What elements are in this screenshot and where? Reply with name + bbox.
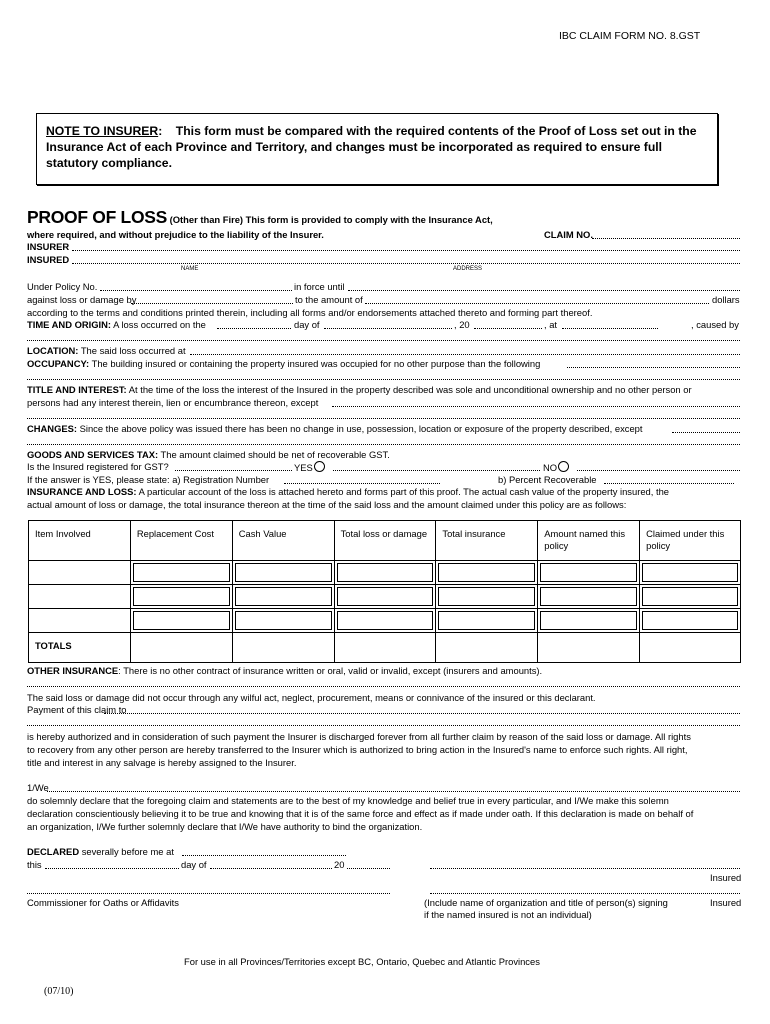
table-input[interactable] [438,563,535,582]
loss-month-field[interactable] [324,328,452,329]
table-cell [334,585,436,609]
table-input[interactable] [235,611,332,630]
according-text: according to the terms and conditions printed therein, including all forms and/or endorsements attached thereto and forming part thereof. [27,307,593,318]
location-text: The said loss occurred at [80,345,186,356]
include-text-1: (Include name of organization and title of person(s) signing [424,897,668,908]
changes-label: CHANGES: [27,423,78,434]
declared-year-field[interactable] [347,868,390,869]
declared-day-field[interactable] [45,868,179,869]
table-input[interactable] [642,611,738,630]
title-interest-text1: At the time of the loss the interest of the Insured in the property described was sole and unconditional ownership and no other person or [128,384,692,395]
year-prefix: , 20 [454,319,470,330]
form-title: PROOF OF LOSS [27,207,167,227]
address-caption: ADDRESS [453,266,483,272]
occupancy-row [27,358,540,369]
interest-exception-field-2[interactable] [27,418,740,419]
insurance-loss-label: INSURANCE AND LOSS: [27,486,137,497]
table-input[interactable] [133,611,230,630]
time-origin-label: TIME AND ORIGIN: [27,319,112,330]
day-of-label: day of [294,319,320,330]
totals-cell[interactable] [436,633,538,663]
table-input[interactable] [133,563,230,582]
table-cell [640,561,741,585]
table-cell [436,561,538,585]
totals-cell[interactable] [130,633,232,663]
table-input[interactable] [337,587,434,606]
insured-label-2: Insured [710,897,742,908]
gst-percent-label: b) Percent Recoverable [498,474,597,485]
sig-day-of-label: day of [181,859,207,870]
table-cell [538,561,640,585]
column-header: Total insurance [436,521,538,561]
table-cell [130,585,232,609]
totals-cell[interactable] [640,633,741,663]
totals-cell[interactable] [232,633,334,663]
table-cell[interactable] [29,585,131,609]
gst-yes-label: YES [294,462,313,473]
totals-label: TOTALS [29,633,131,663]
table-cell [436,609,538,633]
gst-registered-gap [175,470,292,471]
table-row [29,609,741,633]
authorized-text-3: title and interest in any salvage is hereby assigned to the Insurer. [27,757,297,768]
totals-cell[interactable] [538,633,640,663]
gst-registration-field[interactable] [284,483,440,484]
table-row [29,561,741,585]
changes-field[interactable] [672,432,740,433]
table-input[interactable] [438,587,535,606]
table-input[interactable] [540,611,637,630]
table-cell [640,609,741,633]
insured-signature-field-2[interactable] [430,893,740,894]
loss-time-field[interactable] [562,328,658,329]
solemn-text-3: an organization, I/We further solemnly declare that I/We have authority to bind the organization. [27,821,423,832]
table-cell [232,609,334,633]
table-input[interactable] [133,587,230,606]
gst-yes-checkbox[interactable] [314,461,325,472]
under-policy-label: Under Policy No. [27,281,98,292]
gst-yes-group [294,461,326,473]
insured-field[interactable] [72,263,740,264]
table-cell [334,609,436,633]
location-label: LOCATION: [27,345,79,356]
loss-year-field[interactable] [474,328,542,329]
gst-if-yes-label: If the answer is YES, please state: a) Registration Number [27,474,270,485]
other-insurance-text: : There is no other contract of insurance written or oral, valid or invalid, except (insurers and amounts). [118,665,543,676]
against-loss-label: against loss or damage by [27,294,137,305]
insured-signature-field-1[interactable] [430,868,740,869]
table-input[interactable] [642,563,738,582]
insured-label-1: Insured [710,872,742,883]
loss-table [28,520,741,663]
note-colon: : [158,124,163,138]
gst-no-gap [577,470,740,471]
table-header-row [29,521,741,561]
iwe-label: 1/We [27,782,49,793]
table-input[interactable] [337,611,434,630]
policy-number-field[interactable] [100,290,292,291]
table-cell [538,609,640,633]
form-title-row [27,207,493,228]
title-interest-row [27,384,692,395]
column-header: Item Involved [29,521,131,561]
totals-row [29,633,741,663]
form-title-line1: This form is provided to comply with the Insurance Act, [245,214,493,225]
table-row [29,585,741,609]
commissioner-signature-field[interactable] [27,893,390,894]
table-input[interactable] [235,587,332,606]
title-interest-label: TITLE AND INTEREST: [27,384,127,395]
loss-date-field[interactable] [217,328,291,329]
location-row [27,345,186,356]
to-amount-label: to the amount of [295,294,363,305]
usage-note: For use in all Provinces/Territories except BC, Ontario, Quebec and Atlantic Provinces [184,956,540,967]
authorized-text-1: is hereby authorized and in consideration of such payment the Insurer is discharged forever from all further claim by reason of the said loss or damage. All rights [27,731,691,742]
occupancy-label: OCCUPANCY: [27,358,90,369]
table-cell [232,585,334,609]
payment-label: Payment of this claim to [27,704,127,715]
table-cell[interactable] [29,561,131,585]
insurance-loss-text1: A particular account of the loss is attached hereto and forms part of this proof. The actual cash value of the property insured, the [138,486,669,497]
claim-no-label: CLAIM NO. [544,229,593,240]
table-cell [436,585,538,609]
other-insurance-field[interactable] [27,686,740,687]
gst-yes-gap [333,470,540,471]
table-cell [232,561,334,585]
wilful-text: The said loss or damage did not occur through any wilful act, neglect, procurement, means or connivance of the insured or this declarant. [27,692,596,703]
gst-no-group [543,461,570,473]
solemn-text-1: do solemnly declare that the foregoing claim and statements are to the best of my knowledge and belief true in every particular, and I/We make this solemn [27,795,669,806]
gst-no-checkbox[interactable] [558,461,569,472]
table-cell [640,585,741,609]
declared-row [27,846,174,857]
include-text-2: if the named insured is not an individual) [424,909,592,920]
name-caption: NAME [181,266,199,272]
location-field[interactable] [190,354,740,355]
table-cell[interactable] [29,609,131,633]
insurance-loss-text2: actual amount of loss or damage, the total insurance thereon at the time of the said loss and the amount claimed under this policy are as follows: [27,499,627,510]
note-body: This form must be compared with the required contents of the Proof of Loss set out in the Insurance Act of each Province and Territory, and changes must be incorporated as required to ensure full statutory compliance. [46,124,697,170]
insured-label: INSURED [27,254,70,265]
form-title-paren: (Other than Fire) [169,214,244,225]
time-origin-row [27,319,206,330]
table-cell [130,561,232,585]
gst-row [27,449,390,460]
gst-registered-label: Is the Insured registered for GST? [27,461,169,472]
declared-label: DECLARED [27,846,80,857]
other-insurance-row [27,665,542,676]
cause-field[interactable] [27,340,740,341]
table-cell [334,561,436,585]
note-to-insurer-box [36,113,718,185]
dollars-label: dollars [712,294,740,305]
this-label: this [27,859,42,870]
changes-row [27,423,642,434]
amount-field[interactable] [365,303,709,304]
column-header: Total loss or damage [334,521,436,561]
severally-label: severally before me at [81,846,174,857]
other-insurance-label: OTHER INSURANCE [27,665,119,676]
authorized-text-2: to recovery from any other person are hereby transferred to the Insurer which is authorized to bring action in the Insured's name to enforce such rights. All right, [27,744,688,755]
version-label: (07/10) [44,986,74,997]
insurance-loss-row [27,486,669,497]
column-header: Claimed under this policy [640,521,741,561]
time-origin-text: A loss occurred on the [113,319,206,330]
gst-no-label: NO [543,462,558,473]
in-force-label: in force until [294,281,345,292]
insurer-field[interactable] [72,250,740,251]
declared-month-field[interactable] [210,868,332,869]
table-input[interactable] [540,587,637,606]
declarant-name-field[interactable] [47,791,740,792]
column-header: Replacement Cost [130,521,232,561]
table-input[interactable] [337,563,434,582]
table-input[interactable] [540,563,637,582]
gst-percent-field[interactable] [604,483,734,484]
table-input[interactable] [642,587,738,606]
table-input[interactable] [438,611,535,630]
totals-cell[interactable] [334,633,436,663]
insurer-label: INSURER [27,241,70,252]
changes-text: Since the above policy was issued there has been no change in use, possession, location or exposure of the property described, except [79,423,643,434]
form-number: IBC CLAIM FORM NO. 8.GST [559,30,701,42]
gst-text: The amount claimed should be net of recoverable GST. [160,449,390,460]
occupancy-field-2[interactable] [27,379,740,380]
claim-no-field[interactable] [592,238,740,239]
payment-field-2[interactable] [27,725,740,726]
occupancy-text: The building insured or containing the property insured was occupied for no other purpose than the following [91,358,541,369]
loss-by-field[interactable] [131,303,293,304]
table-cell [130,609,232,633]
caused-by-label: , caused by [691,319,739,330]
commissioner-label: Commissioner for Oaths or Affidavits [27,897,179,908]
note-text-block [46,123,706,171]
declared-place-field[interactable] [182,855,346,856]
interest-exception-field[interactable] [332,406,740,407]
payment-field[interactable] [104,713,740,714]
column-header: Cash Value [232,521,334,561]
title-interest-text2: persons had any interest therein, lien or encumbrance thereon, except [27,397,319,408]
table-cell [538,585,640,609]
changes-field-2[interactable] [27,444,740,445]
at-label: , at [544,319,558,330]
sig-year-prefix: 20 [334,859,345,870]
in-force-field[interactable] [348,290,740,291]
table-input[interactable] [235,563,332,582]
occupancy-field[interactable] [567,367,740,368]
gst-label: GOODS AND SERVICES TAX: [27,449,159,460]
solemn-text-2: declaration conscientiously believing it to be true and knowing that it is of the same force and effect as if made under oath. If this declaration is made on behalf of [27,808,694,819]
note-label: NOTE TO INSURER [46,124,159,138]
form-title-line2: where required, and without prejudice to the liability of the Insurer. [27,229,324,240]
column-header: Amount named this policy [538,521,640,561]
